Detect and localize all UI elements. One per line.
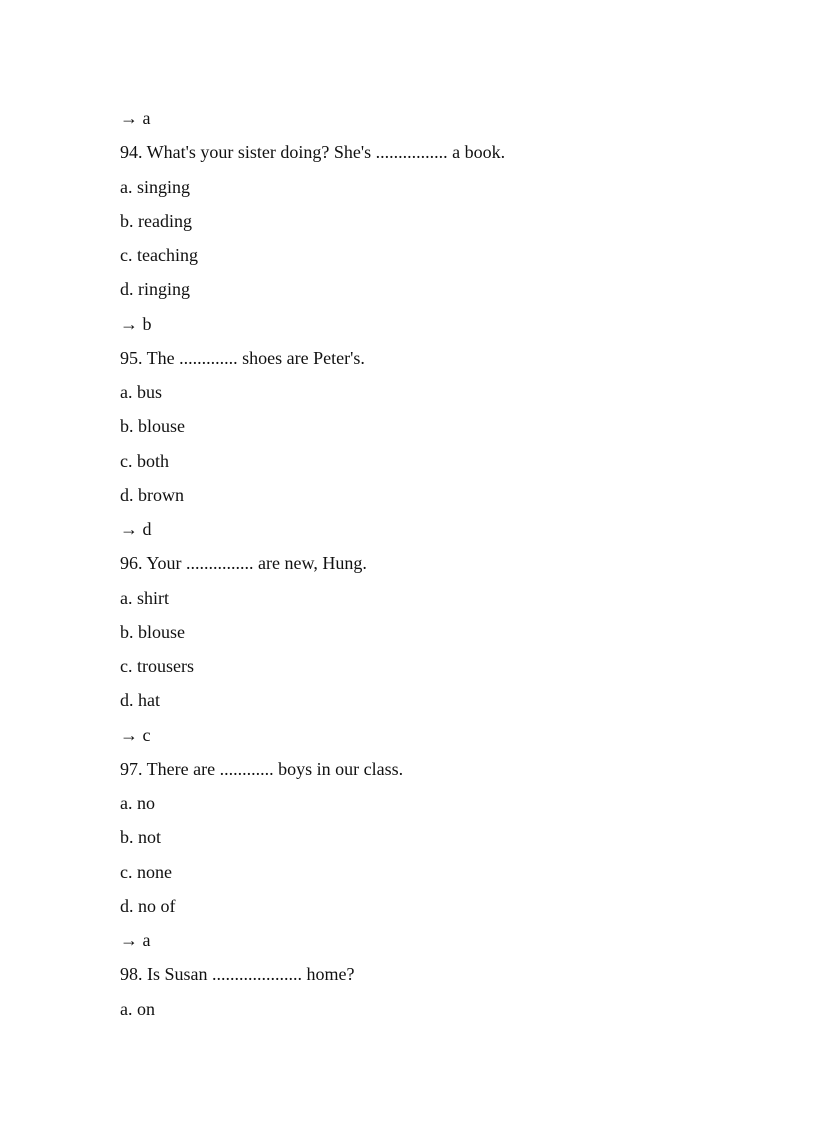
- option-line: a. no: [120, 793, 155, 813]
- answer-line: → d: [120, 519, 152, 539]
- option-line: a. on: [120, 998, 155, 1019]
- question-95: 95. The ............. shoes are Peter's.: [120, 347, 365, 368]
- question-94: 94. What's your sister doing? She's ................ a book.: [120, 142, 506, 163]
- answer-line: → a: [120, 108, 151, 128]
- document-body: [120, 101, 720, 1026]
- option-line: b. blouse: [120, 621, 185, 642]
- question-96: 96. Your ............... are new, Hung.: [120, 553, 367, 574]
- answer-line: → a: [120, 930, 151, 950]
- answer-line: → b: [120, 313, 152, 334]
- option-line: c. both: [120, 450, 169, 471]
- answer-line: → c: [120, 724, 151, 745]
- option-line: b. reading: [120, 210, 192, 231]
- option-line: d. brown: [120, 484, 184, 505]
- question-98: 98. Is Susan .................... home?: [120, 964, 355, 985]
- option-line: a. bus: [120, 382, 162, 402]
- option-line: a. shirt: [120, 587, 169, 608]
- option-line: c. none: [120, 861, 172, 882]
- option-line: b. blouse: [120, 416, 185, 437]
- option-line: c. trousers: [120, 656, 194, 676]
- option-line: c. teaching: [120, 245, 198, 265]
- option-line: a. singing: [120, 176, 190, 197]
- option-line: d. ringing: [120, 279, 190, 300]
- option-line: d. no of: [120, 895, 176, 916]
- question-97: 97. There are ............ boys in our class.: [120, 758, 404, 779]
- option-line: b. not: [120, 827, 162, 848]
- option-line: d. hat: [120, 690, 160, 711]
